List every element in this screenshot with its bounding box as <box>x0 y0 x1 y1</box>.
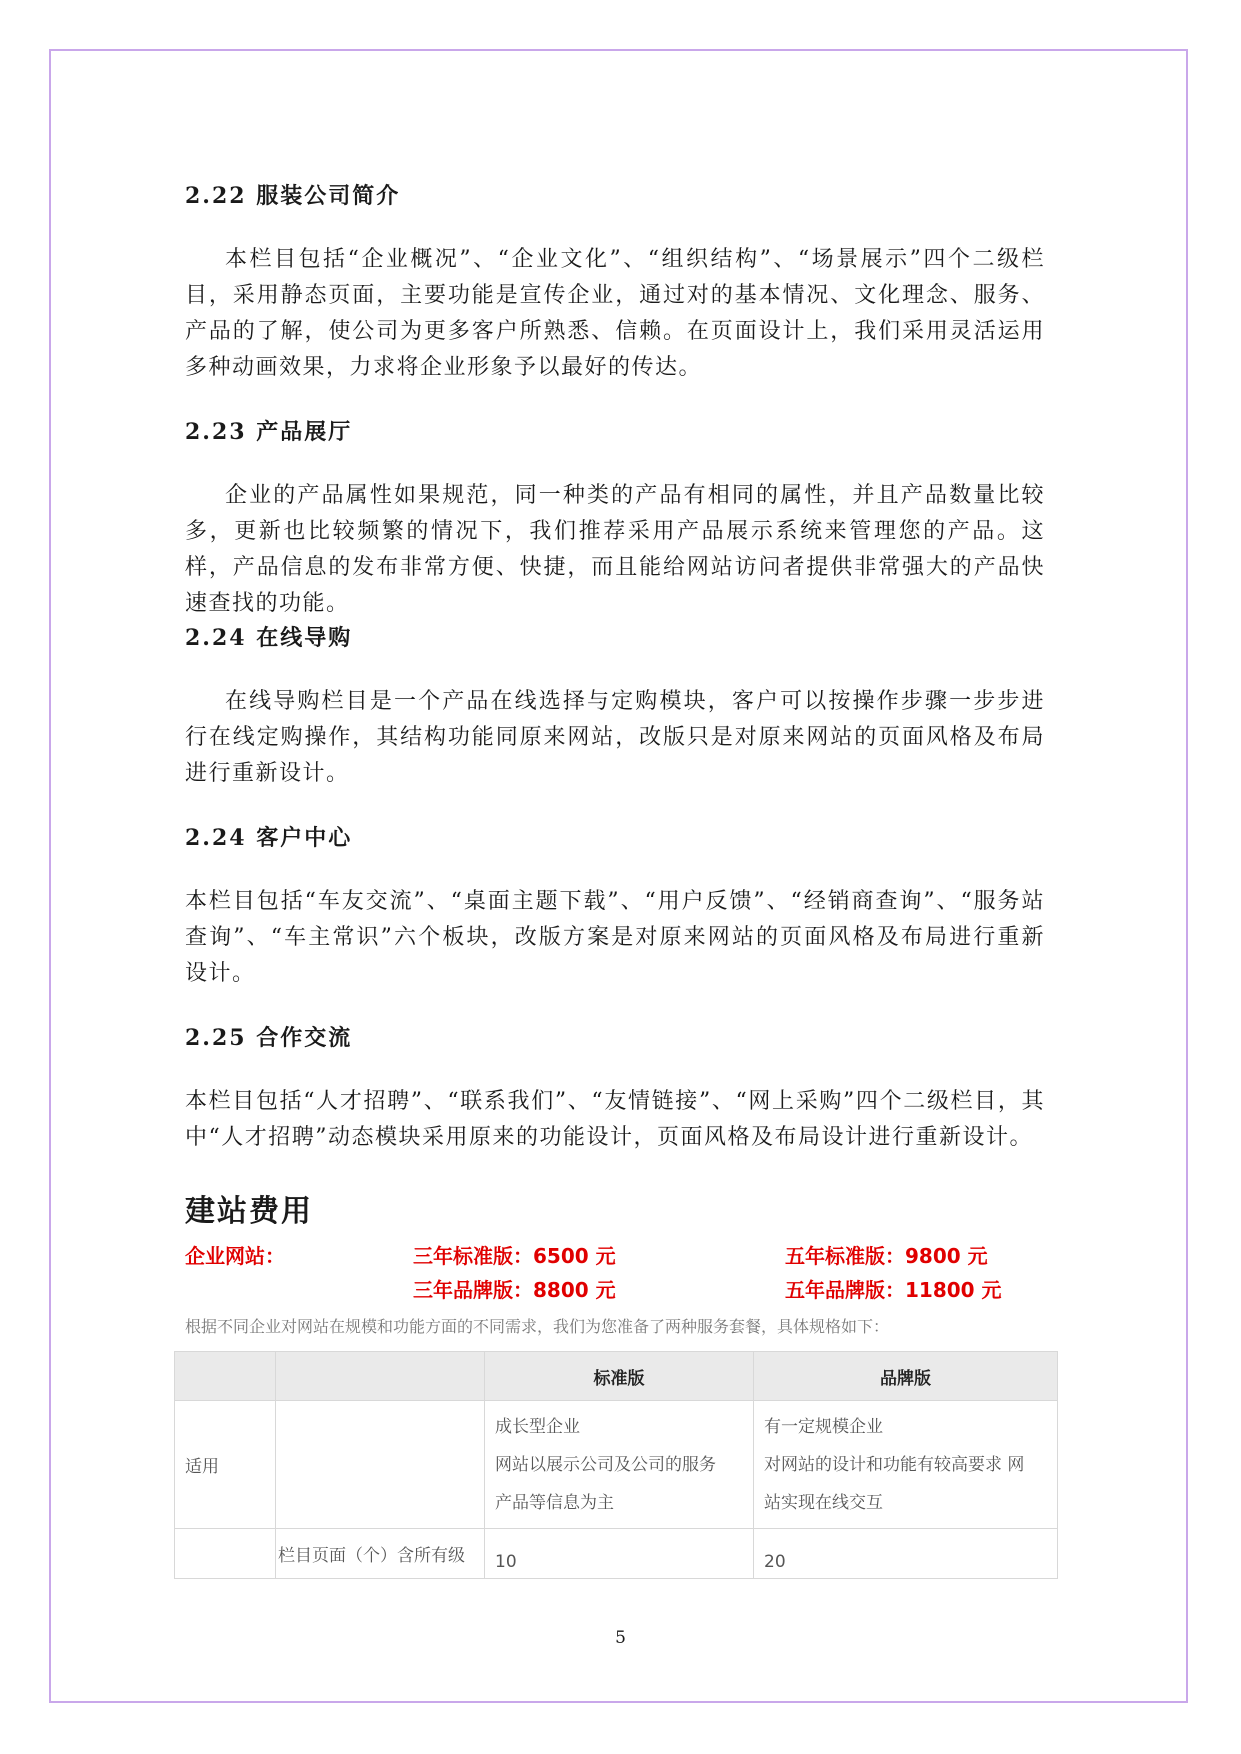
price-list <box>185 1240 1045 1306</box>
cell-line: 成长型企业 <box>495 1416 580 1437</box>
price-standard-5yr: 五年标准版：9800 元 <box>785 1244 988 1268</box>
cell-line: 有一定规模企业 <box>764 1416 883 1437</box>
price-brand-3yr: 三年品牌版：8800 元 <box>413 1278 616 1302</box>
cell-line: 站实现在线交互 <box>764 1492 883 1513</box>
section-title: 2.23 产品展厅 <box>185 419 353 445</box>
cell-line: 网站以展示公司及公司的服务 <box>495 1454 716 1475</box>
table-header <box>276 1352 485 1401</box>
table-cell: 20 <box>754 1529 1058 1579</box>
table-cell <box>754 1401 1058 1529</box>
price-standard-3yr: 三年标准版：6500 元 <box>413 1244 616 1268</box>
document-body <box>185 180 1045 1337</box>
section-paragraph: 本栏目包括“人才招聘”、“联系我们”、“友情链接”、“网上采购”四个二级栏目，其中“人才招聘”动态模块采用原来的功能设计，页面风格及布局设计进行重新设计。 <box>185 1089 1045 1150</box>
section-title: 2.22 服装公司简介 <box>185 183 401 209</box>
section-paragraph: 企业的产品属性如果规范，同一种类的产品有相同的属性，并且产品数量比较多，更新也比较频繁的情况下，我们推荐采用产品展示系统来管理您的产品。这样，产品信息的发布非常方便、快捷，而且能给网站访问者提供非常强大的产品快速查找的功能。 <box>185 483 1045 616</box>
table-cell <box>485 1401 754 1529</box>
table-cell <box>276 1401 485 1529</box>
table-header-row <box>175 1352 1058 1401</box>
table-row <box>175 1529 1058 1579</box>
spec-table <box>174 1351 1058 1579</box>
section-paragraph: 本栏目包括“企业概况”、“企业文化”、“组织结构”、“场景展示”四个二级栏目，采用静态页面，主要功能是宣传企业，通过对的基本情况、文化理念、服务、产品的了解，使公司为更多客户所熟悉、信赖。在页面设计上，我们采用灵活运用多种动画效果，力求将企业形象予以最好的传达。 <box>185 247 1045 380</box>
row-label: 适用 <box>175 1401 276 1529</box>
package-note: 根据不同企业对网站在规模和功能方面的不同需求，我们为您准备了两种服务套餐，具体规格如下： <box>185 1317 890 1336</box>
table-cell <box>175 1529 276 1579</box>
table-cell: 栏目页面（个）含所有级 <box>276 1529 485 1579</box>
section-paragraph: 在线导购栏目是一个产品在线选择与定购模块，客户可以按操作步骤一步步进行在线定购操作，其结构功能同原来网站，改版只是对原来网站的页面风格及布局进行重新设计。 <box>185 689 1045 786</box>
table-row <box>175 1401 1058 1529</box>
cell-line: 对网站的设计和功能有较高要求 网 <box>764 1454 1025 1475</box>
price-brand-5yr: 五年品牌版：11800 元 <box>785 1278 1002 1302</box>
table-cell: 10 <box>485 1529 754 1579</box>
cost-heading: 建站费用 <box>185 1194 313 1229</box>
section-title: 2.24 客户中心 <box>185 825 353 851</box>
table-header: 标准版 <box>485 1352 754 1401</box>
section-title: 2.25 合作交流 <box>185 1025 353 1051</box>
price-label: 企业网站： <box>185 1244 285 1268</box>
cell-line: 产品等信息为主 <box>495 1492 614 1513</box>
page-number: 5 <box>615 1628 626 1648</box>
table-header <box>175 1352 276 1401</box>
section-title: 2.24 在线导购 <box>185 625 353 651</box>
section-paragraph: 本栏目包括“车友交流”、“桌面主题下载”、“用户反馈”、“经销商查询”、“服务站查询”、“车主常识”六个板块，改版方案是对原来网站的页面风格及布局进行重新设计。 <box>185 889 1045 986</box>
table-header: 品牌版 <box>754 1352 1058 1401</box>
